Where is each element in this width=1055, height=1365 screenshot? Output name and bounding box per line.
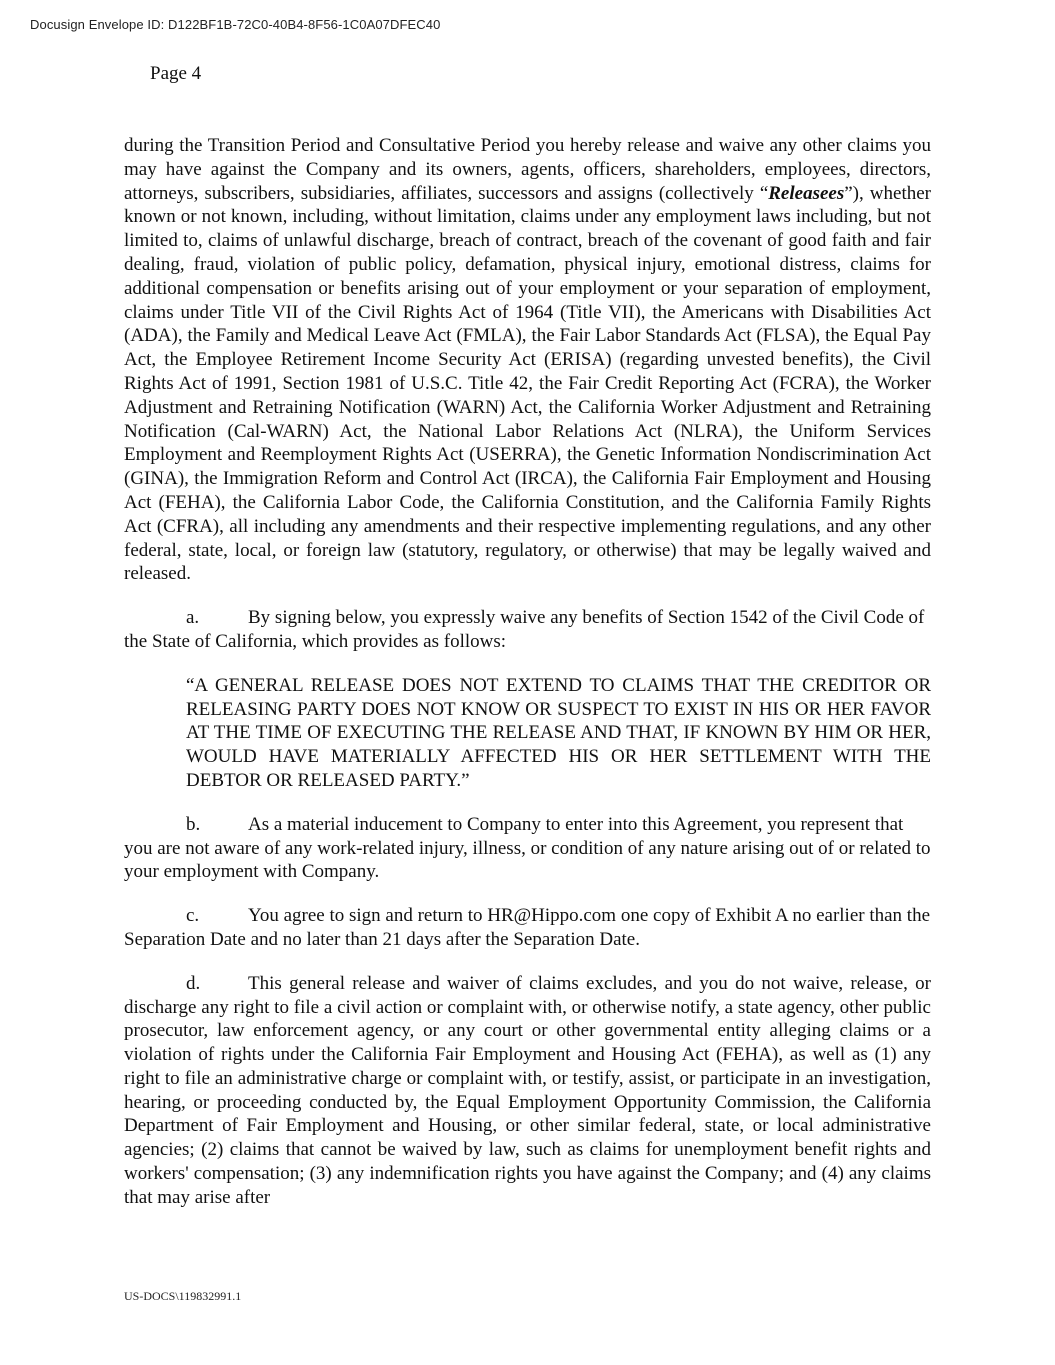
item-d	[124, 972, 931, 1210]
release-paragraph	[124, 134, 931, 586]
releasees-term: Releasees	[768, 182, 845, 204]
item-b-marker: b.	[186, 813, 201, 835]
item-c-marker: c.	[186, 905, 200, 927]
item-b	[124, 813, 931, 884]
item-b-text: As a material inducement to Company to enter into this Agreement, you represent that you are not aware of any work-related injury, illness, or condition of any nature arising out of or related to your employment with Company.	[124, 813, 931, 883]
docusign-envelope-id: Docusign Envelope ID: D122BF1B-72C0-40B4-8F56-1C0A07DFEC40	[30, 17, 441, 32]
release-text-after: ”), whether known or not known, including, without limitation, claims under any employment laws including, but not limited to, claims of unlawful discharge, breach of contract, breach of the covenant of good faith and fair dealing, fraud, violation of public policy, defamation, physical injury, emotional distress, claims for additional compensation or benefits arising out of your employment or your separation of employment, claims under Title VII of the Civil Rights Act of 1964 (Title VII), the Americans with Disabilities Act (ADA), the Family and Medical Leave Act (FMLA), the Fair Labor Standards Act (FLSA), the Equal Pay Act, the Employee Retirement Income Security Act (ERISA) (regarding unvested benefits), the Civil Rights Act of 1991, Section 1981 of U.S.C. Title 42, the Fair Credit Reporting Act (FCRA), the Worker Adjustment and Retraining Notification (WARN) Act, the California Worker Adjustment and Retraining Notification (Cal-WARN) Act, the National Labor Relations Act (NLRA), the Uniform Services Employment and Reemployment Rights Act (USERRA), the Genetic Information Nondiscrimination Act (GINA), the Immigration Reform and Control Act (IRCA), the California Fair Employment and Housing Act (FEHA), the California Labor Code, the California Constitution, and the California Family Rights Act (CFRA), all including any amendments and their respective implementing regulations, and any other federal, state, local, or foreign law (statutory, regulatory, or otherwise) that may be legally waived and released.	[124, 182, 931, 585]
release-text-before: during the Transition Period and Consultative Period you hereby release and waive any other claims you may have against the Company and its owners, agents, officers, shareholders, employees, directors, attorneys, subscribers, subsidiaries, affiliates, successors and assigns (collectively “	[124, 135, 931, 204]
item-a-marker: a.	[186, 607, 200, 629]
item-a-text: By signing below, you expressly waive any benefits of Section 1542 of the Civil Code of the State of California, which provides as follows:	[124, 607, 925, 652]
item-d-text: This general release and waiver of claims excludes, and you do not waive, release, or discharge any right to file a civil action or complaint with, or otherwise notify, a state agency, other public prosecutor, law enforcement agency, or any court or other governmental entity alleging claims or a violation of rights under the California Fair Employment and Housing Act (FEHA), as well as (1) any right to file an administrative charge or complaint with, or testify, assist, or participate in an investigation, hearing, or proceeding conducted by, the Equal Employment Opportunity Commission, the California Department of Fair Employment and Housing, or other similar federal, state, or local administrative agencies; (2) claims that cannot be waived by law, such as claims for unemployment benefit rights and workers' compensation; (3) any indemnification rights you have against the Company; and (4) any claims that may arise after	[124, 972, 931, 1208]
item-a	[124, 606, 931, 654]
section-1542-quote: “A GENERAL RELEASE DOES NOT EXTEND TO CLAIMS THAT THE CREDITOR OR RELEASING PARTY DOES NOT KNOW OR SUSPECT TO EXIST IN HIS OR HER FAVOR AT THE TIME OF EXECUTING THE RELEASE AND THAT, IF KNOWN BY HIM OR HER, WOULD HAVE MATERIALLY AFFECTED HIS OR HER SETTLEMENT WITH THE DEBTOR OR RELEASED PARTY.”	[186, 674, 931, 791]
page-number: Page 4	[150, 63, 202, 84]
document-body	[124, 134, 931, 1230]
item-d-marker: d.	[186, 972, 201, 994]
item-c-text: You agree to sign and return to HR@Hippo.com one copy of Exhibit A no earlier than the Separation Date and no later than 21 days after the Separation Date.	[124, 905, 931, 950]
item-c	[124, 904, 931, 952]
footer-document-id: US-DOCS\119832991.1	[124, 1289, 242, 1303]
